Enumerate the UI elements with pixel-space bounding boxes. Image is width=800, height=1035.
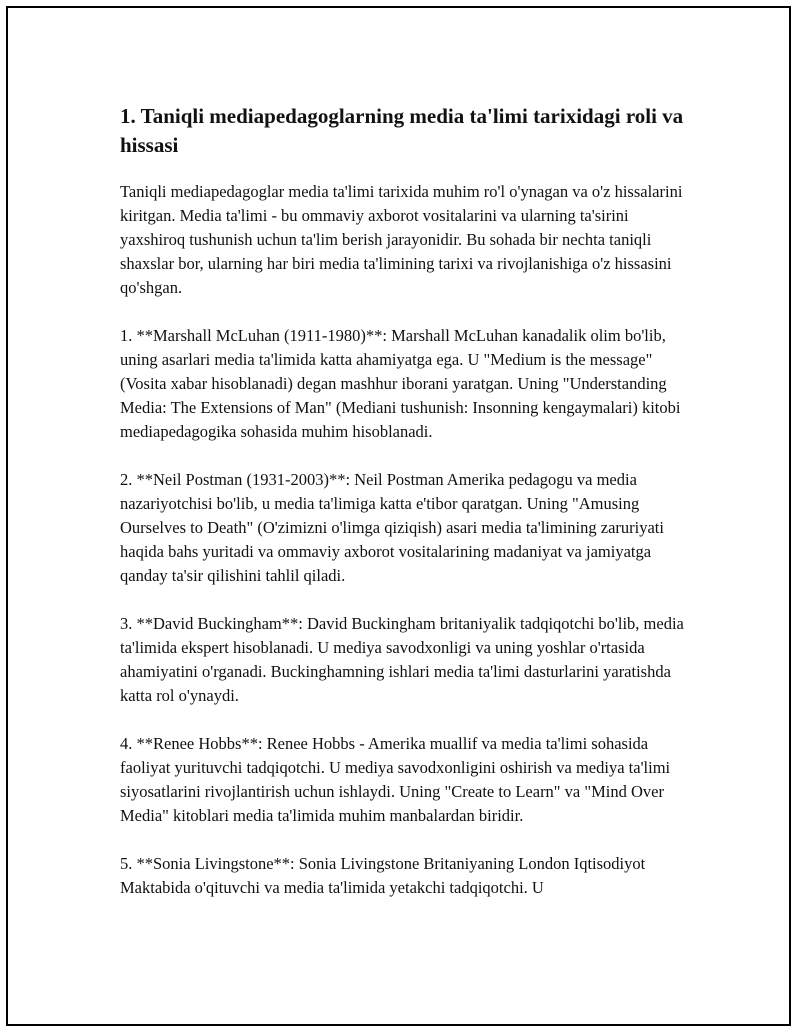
intro-paragraph: Taniqli mediapedagoglar media ta'limi tarixida muhim ro'l o'ynagan va o'z hissalarini kiritgan. Media ta'limi - bu ommaviy axborot vositalarini va ularning ta'sirini yaxshiroq tushunish uchun ta'lim berish jarayonidir. Bu sohada bir nechta taniqli shaxslar bor, ularning har biri media ta'limining tarixi va rivojlanishiga o'z hissasini qo'shgan. (120, 182, 683, 297)
paragraph-livingstone: 5. **Sonia Livingstone**: Sonia Livingstone Britaniyaning London Iqtisodiyot Maktabida o'qituvchi va media ta'limida yetakchi tadqiqotchi. U (120, 854, 646, 897)
paragraph-mcluhan: 1. **Marshall McLuhan (1911-1980)**: Marshall McLuhan kanadalik olim bo'lib, uning asarlari media ta'limida katta ahamiyatga ega. U "Medium is the message" (Vosita xabar hisoblanadi) degan mashhur iborani yaratgan. Uning "Understanding Media: The Extensions of Man" (Mediani tushunish: Insonning kengaymalari) kitobi mediapedagogika sohasida muhim hisoblanadi. (120, 326, 681, 441)
section-heading: 1. Taniqli mediapedagoglarning media ta'limi tarixidagi roli va hissasi (120, 104, 684, 157)
paragraph-buckingham: 3. **David Buckingham**: David Buckingham britaniyalik tadqiqotchi bo'lib, media ta'limida ekspert hisoblanadi. U mediya savodxonligi va uning yoshlar o'rtasida ahamiyatini o'rganadi. Buckinghamning ishlari media ta'limi dasturlarini yaratishda katta rol o'ynaydi. (120, 614, 684, 705)
document-page (6, 6, 791, 1026)
paragraph-hobbs: 4. **Renee Hobbs**: Renee Hobbs - Amerika muallif va media ta'limi sohasida faoliyat yurituvchi tadqiqotchi. U mediya savodxonligini oshirish va mediya ta'limi siyosatlarini rivojlantirish uchun ishlaydi. Uning "Create to Learn" va "Mind Over Media" kitoblari media ta'limida muhim manbalardan biridir. (120, 734, 671, 825)
paragraph-postman: 2. **Neil Postman (1931-2003)**: Neil Postman Amerika pedagogu va media nazariyotchisi bo'lib, u media ta'limiga katta e'tibor qaratgan. Uning "Amusing Ourselves to Death" (O'zimizni o'limga qiziqish) asari media ta'limining zaruriyati haqida bahs yuritadi va ommaviy axborot vositalarining madaniyat va jamiyatga qanday ta'sir qilishini tahlil qiladi. (120, 470, 664, 585)
document-body (120, 102, 695, 924)
